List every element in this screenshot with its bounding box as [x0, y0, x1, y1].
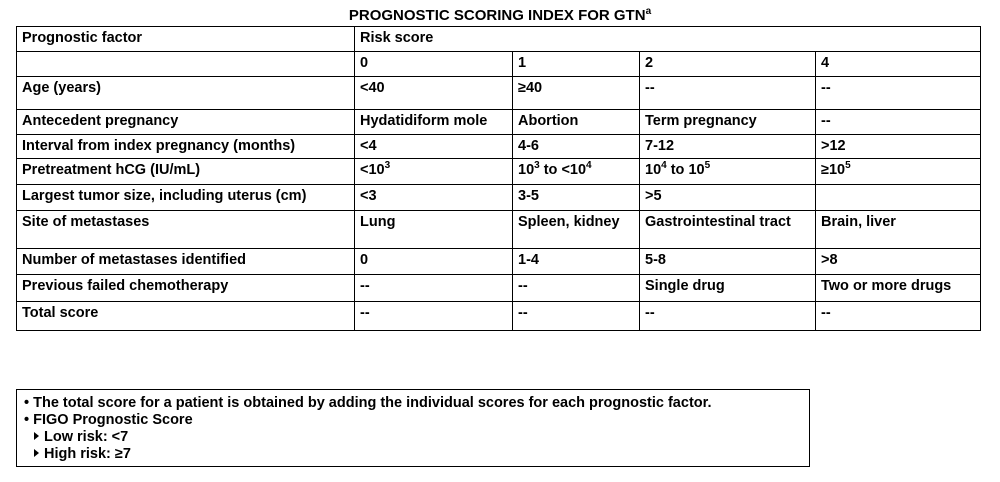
row-label: Previous failed chemotherapy	[17, 275, 355, 302]
table-row	[17, 249, 981, 275]
row-label: Site of metastases	[17, 211, 355, 249]
cell-text: <40	[360, 80, 385, 96]
score-cell	[513, 110, 640, 135]
score-header-blank	[17, 52, 355, 77]
score-cell	[355, 159, 513, 185]
cell-text: 3-5	[518, 188, 539, 204]
cell-text: --	[645, 80, 655, 96]
score-cell	[816, 302, 981, 331]
cell-text: --	[360, 305, 370, 321]
score-cell	[816, 77, 981, 110]
exponent: 4	[661, 160, 667, 172]
cell-text: --	[518, 278, 528, 294]
cell-text: 4-6	[518, 138, 539, 154]
table-row	[17, 211, 981, 249]
exponent: 3	[384, 160, 391, 172]
row-label: Largest tumor size, including uterus (cm)	[17, 185, 355, 211]
title-footnote-marker: a	[645, 6, 652, 17]
cell-text: 7-12	[645, 138, 675, 154]
note-total-score: • The total score for a patient is obtained by adding the individual scores for each prognostic factor.	[24, 395, 712, 411]
score-cell	[513, 211, 640, 249]
score-cell	[513, 77, 640, 110]
cell-text: --	[360, 278, 370, 294]
table-row	[17, 110, 981, 135]
cell-text: --	[821, 113, 831, 129]
cell-text: --	[821, 305, 831, 321]
prognostic-scoring-table	[16, 26, 981, 331]
row-label: Total score	[17, 302, 355, 331]
score-cell	[355, 275, 513, 302]
score-cell	[816, 249, 981, 275]
score-header-0: 0	[355, 52, 513, 77]
cell-text: to 10	[666, 162, 705, 178]
cell-text: --	[518, 305, 528, 321]
header-risk-score: Risk score	[355, 27, 981, 52]
cell-text: --	[821, 80, 831, 96]
cell-text: 10	[518, 162, 535, 178]
score-header-1: 1	[513, 52, 640, 77]
triangle-bullet-icon	[34, 449, 39, 457]
low-risk-text: Low risk: <7	[44, 429, 129, 445]
cell-text: 10	[645, 162, 662, 178]
exponent: 5	[704, 160, 711, 172]
cell-text: 5-8	[645, 252, 666, 268]
score-cell	[816, 275, 981, 302]
title-text: PROGNOSTIC SCORING INDEX FOR GTN	[348, 7, 646, 24]
exponent: 3	[534, 160, 540, 172]
header-prognostic-factor: Prognostic factor	[17, 27, 355, 52]
cell-text: ≥40	[518, 80, 543, 96]
score-cell	[513, 135, 640, 159]
score-cell	[640, 275, 816, 302]
cell-text: >5	[645, 188, 662, 204]
note-low-risk	[24, 429, 802, 446]
score-cell	[355, 211, 513, 249]
score-cell	[640, 159, 816, 185]
table-row	[17, 77, 981, 110]
score-header-4: 4	[816, 52, 981, 77]
score-cell	[355, 185, 513, 211]
score-cell	[355, 135, 513, 159]
notes-box	[16, 389, 810, 467]
table-row	[17, 302, 981, 331]
score-cell	[513, 249, 640, 275]
triangle-bullet-icon	[34, 432, 39, 440]
score-cell	[513, 185, 640, 211]
row-label: Interval from index pregnancy (months)	[17, 135, 355, 159]
cell-text: <4	[360, 138, 377, 154]
cell-text: >12	[821, 138, 846, 154]
row-label: Antecedent pregnancy	[17, 110, 355, 135]
score-cell	[816, 110, 981, 135]
score-cell	[640, 135, 816, 159]
note-high-risk	[24, 446, 802, 463]
row-label: Pretreatment hCG (IU/mL)	[17, 159, 355, 185]
score-cell	[640, 77, 816, 110]
cell-text: Lung	[360, 214, 396, 230]
score-cell	[640, 185, 816, 211]
table-row	[17, 135, 981, 159]
cell-text: Two or more drugs	[821, 278, 952, 294]
cell-text: 0	[360, 252, 369, 268]
score-cell	[816, 211, 981, 249]
table-row	[17, 185, 981, 211]
note-figo-score: • FIGO Prognostic Score	[24, 412, 193, 428]
page-title	[0, 6, 1000, 24]
cell-text: 1-4	[518, 252, 539, 268]
score-cell	[640, 249, 816, 275]
cell-text: ≥10	[821, 162, 846, 178]
table-row	[17, 159, 981, 185]
score-cell	[640, 302, 816, 331]
score-cell	[355, 77, 513, 110]
cell-text: >8	[821, 252, 838, 268]
cell-text: --	[645, 305, 655, 321]
cell-text: Spleen, kidney	[518, 214, 620, 230]
exponent: 5	[845, 160, 851, 172]
exponent: 4	[586, 160, 592, 172]
high-risk-text: High risk: ≥7	[44, 446, 131, 462]
cell-text: <10	[360, 162, 385, 178]
row-label: Age (years)	[17, 77, 355, 110]
score-cell	[816, 185, 981, 211]
score-cell	[513, 275, 640, 302]
cell-text: Single drug	[645, 278, 725, 294]
score-cell	[816, 135, 981, 159]
cell-text: Gastrointestinal tract	[645, 214, 791, 230]
score-cell	[355, 249, 513, 275]
score-cell	[816, 159, 981, 185]
score-cell	[513, 302, 640, 331]
score-header-2: 2	[640, 52, 816, 77]
header-row	[17, 27, 981, 52]
cell-text: Hydatidiform mole	[360, 113, 488, 129]
cell-text: Term pregnancy	[645, 113, 757, 129]
score-cell	[640, 110, 816, 135]
cell-text: to <10	[539, 162, 587, 178]
cell-text: Abortion	[518, 113, 579, 129]
score-cell	[513, 159, 640, 185]
score-cell	[355, 110, 513, 135]
row-label: Number of metastases identified	[17, 249, 355, 275]
cell-text: <3	[360, 188, 377, 204]
score-cell	[355, 302, 513, 331]
table-row	[17, 275, 981, 302]
score-header-row	[17, 52, 981, 77]
score-cell	[640, 211, 816, 249]
cell-text: Brain, liver	[821, 214, 896, 230]
